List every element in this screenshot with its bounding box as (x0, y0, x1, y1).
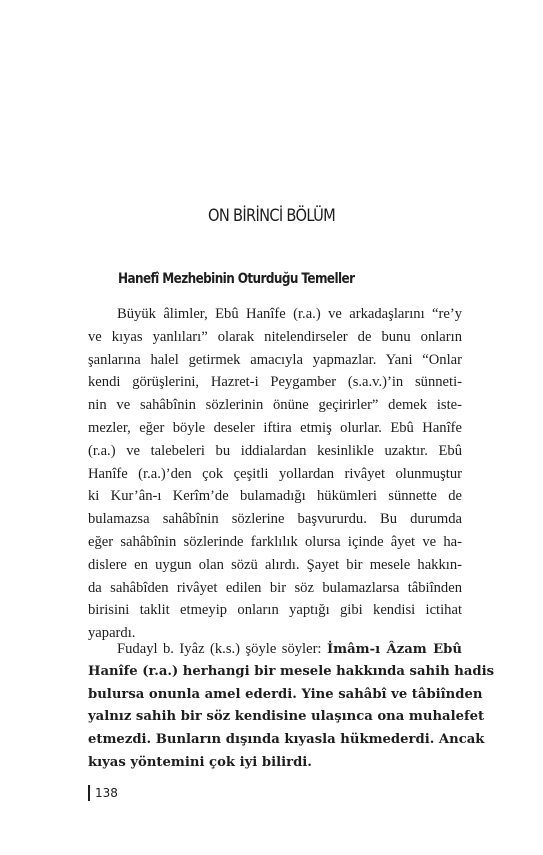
paragraph-line: eğer sahâbînin sözlerinde farklılık olursa içinde âyet ve ha- (88, 533, 462, 550)
paragraph-line: da sahâbîden rivâyet edilen bir söz bulamazlarsa tâbiînden (88, 579, 462, 596)
paragraph-line: yapardı. (88, 625, 136, 642)
paragraph-line (88, 638, 462, 661)
paragraph-line: Büyük âlimler, Ebû Hanîfe (r.a.) ve arkadaşlarını “re’y (117, 306, 462, 322)
quote-line: kıyas yöntemini çok iyi bilirdi. (88, 754, 312, 770)
quote-line: etmezdi. Bunların dışında kıyasla hükmederdi. Ancak (88, 732, 485, 748)
paragraph-line: dislere en uygun olan sözü alırdı. Şayet bir mesele hakkın- (88, 556, 462, 573)
paragraph-line: kendi görüşlerini, Hazret-i Peygamber (s.a.v.)’in sünneti- (88, 374, 462, 391)
page-number-bar (88, 785, 90, 801)
paragraph-line: bulamazsa sahâbînin sözlerine başvururdu. Bu durumda (88, 511, 462, 528)
quote-line: yalnız sahih bir söz kendisine ulaşınca ona muhalefet (88, 709, 485, 725)
quote-intro: Fudayl b. Iyâz (k.s.) şöyle söyler: (117, 641, 327, 657)
paragraph-line: Hanîfe (r.a.)’den çok çeşitli yollardan rivâyet olunmuştur (88, 465, 462, 482)
page-number: 138 (95, 786, 118, 800)
paragraph-2 (88, 638, 495, 775)
quote-line: Hanîfe (r.a.) herhangi bir mesele hakkında sahih hadis (88, 663, 495, 679)
paragraph-line: (r.a.) ve talebeleri bu iddialardan kesinlikle uzaktır. Ebû (88, 442, 462, 459)
quote-start: İmâm-ı Âzam Ebû (326, 642, 462, 657)
paragraph-1 (88, 303, 462, 645)
paragraph-line: birisini taklit etmeyip onların yaptığı gibi kendisi ictihat (88, 602, 462, 619)
paragraph-line: nin ve sahâbînin sözlerinin önüne geçirirler” demek iste- (88, 397, 462, 414)
paragraph-line: ki Kur’ân-ı Kerîm’de bulamadığı hükümleri sünnette de (88, 488, 462, 505)
paragraph-line: şanlarına halel getirmek amacıyla yapmazlar. Yani “Onlar (88, 351, 462, 368)
quote-line: bulursa onunla amel ederdi. Yine sahâbî ve tâbiînden (88, 686, 483, 702)
paragraph-line: mezler, eğer böyle deseler iftira etmiş olurlar. Ebû Hanîfe (88, 419, 462, 436)
section-title: Hanefî Mezhebinin Oturduğu Temeller (118, 271, 355, 287)
chapter-title: ON BİRİNCİ BÖLÜM (207, 206, 336, 226)
paragraph-line: ve kıyas yanlıları” olarak nitelendirseler de bunu onların (88, 328, 462, 345)
